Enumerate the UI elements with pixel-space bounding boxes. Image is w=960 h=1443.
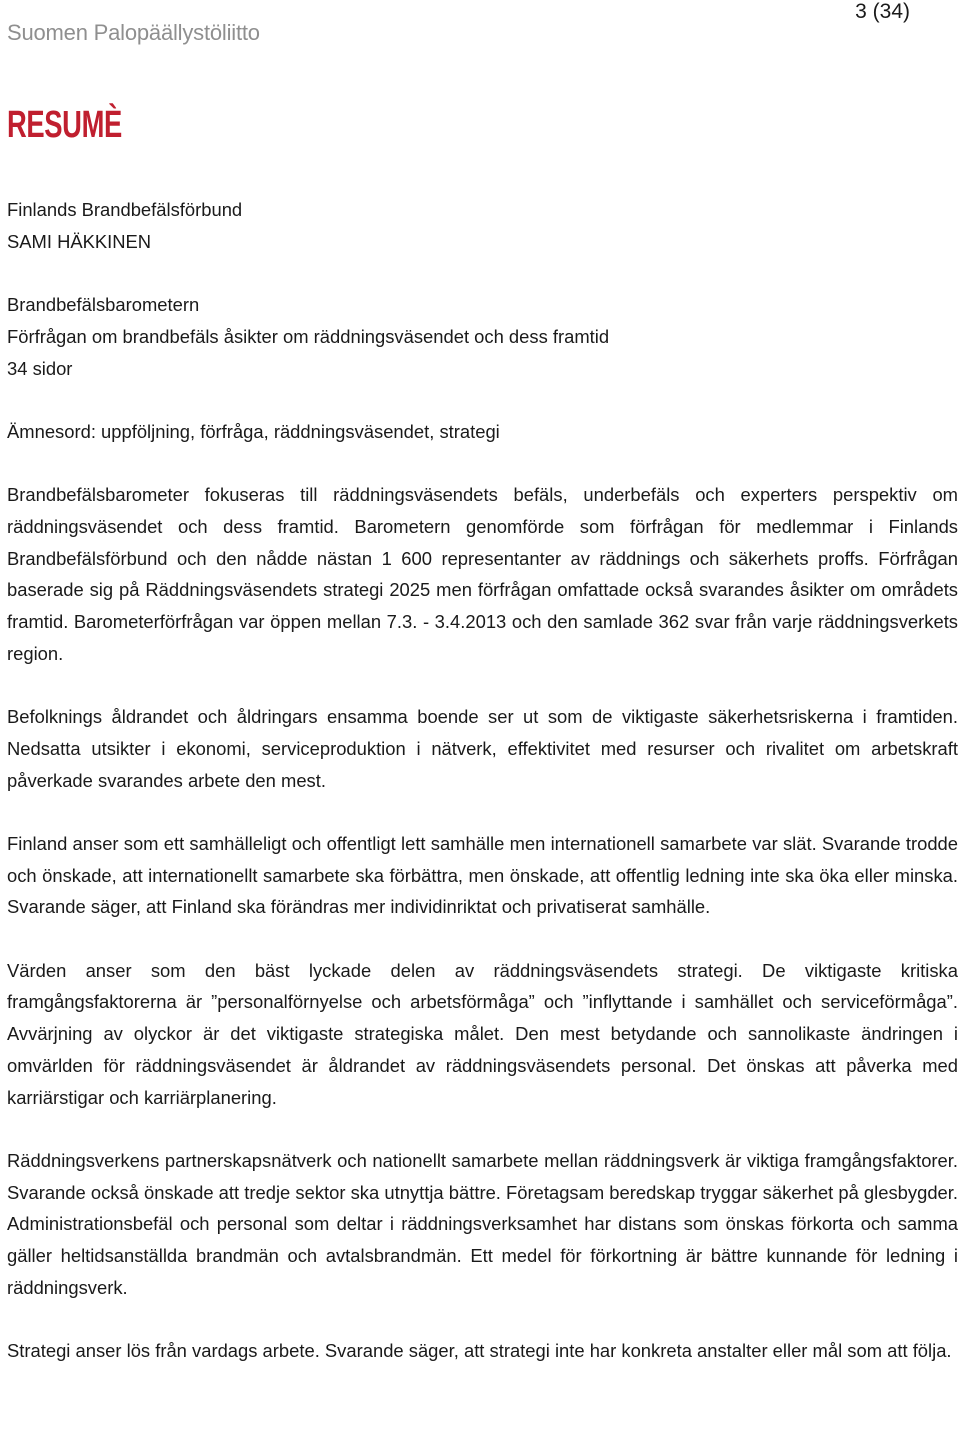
author-organization: Finlands Brandbefälsförbund [7, 199, 243, 220]
paragraph-3: Finland anser som ett samhälleligt och offentligt lett samhälle men internationell samarbete var slät. Svarande trodde och önskade, att internationellt samarbete ska förbättra, men önskade, att offentlig ledning inte ska öka eller minska. Svarande säger, att Finland ska förändras mer individinriktat och privatiserat samhälle. [7, 832, 958, 918]
document-body [7, 194, 958, 1367]
report-title: Brandbefälsbarometern [7, 294, 200, 316]
author-name: SAMI HÄKKINEN [7, 230, 152, 252]
paragraph-6: Strategi anser lös från vardags arbete. Svarande säger, att strategi inte har konkreta anstalter eller mål som att följa. [7, 1340, 952, 1362]
page-number: 3 (34) [855, 0, 910, 23]
paragraph-1: Brandbefälsbarometer fokuseras till räddningsväsendets befäls, underbefäls och experters perspektiv om räddningsväsendet och dess framtid. Barometern genomförde som förfrågan för medlemmar i Finlands Brandbefälsförbund och den nådde nästan 1 600 representanter av räddnings och säkerhets proffs. Förfrågan baserade sig på Räddningsväsendets strategi 2025 men förfrågan omfattade också svarandes åsikter om områdets framtid. Barometerförfrågan var öppen mellan 7.3. - 3.4.2013 och den samlade 362 svar från varje räddningsverkets region. [7, 484, 958, 664]
paragraph-4: Värden anser som den bäst lyckade delen av räddningsväsendets strategi. De viktigaste kritiska framgångsfaktorerna är ”personalförnyelse och arbetsförmåga” och ”inflyttande i samhället och serviceförmåga”. Avvärjning av olyckor är det viktigaste strategiska målet. Den mest betydande och sannolikaste ändringen i omvärlden för räddningsväsendet är åldrandet av räddningsväsendets personal. Det önskas att påverka med karriärstigar och karriärplanering. [7, 959, 958, 1108]
author-block [7, 194, 958, 257]
keywords: Ämnesord: uppföljning, förfråga, räddningsväsendet, strategi [7, 420, 500, 442]
report-subtitle: Förfrågan om brandbefäls åsikter om räddningsväsendet och dess framtid [7, 325, 610, 347]
paragraph-5: Räddningsverkens partnerskapsnätverk och nationellt samarbete mellan räddningsverk är viktiga framgångsfaktorer. Svarande också önskade att tredje sektor ska utnyttja bättre. Företagsam beredskap tryggar säkerhet på glesbygder. Administrationsbefäl och personal som deltar i räddningsverksamhet har distans som önskas förkorta och samma gäller heltidsanställda brandmän och avtalsbrandmän. Ett medel för förkortning är bättre kunnande för ledning i räddningsverk. [7, 1149, 958, 1298]
header-organization: Suomen Palopäällystöliitto [7, 20, 260, 45]
paragraph-2: Befolknings åldrandet och åldringars ensamma boende ser ut som de viktigaste säkerhetsriskerna i framtiden. Nedsatta utsikter i ekonomi, serviceproduktion i nätverk, effektivitet med resurser och rivalitet om arbetskraft påverkade svarandes arbete den mest. [7, 706, 958, 791]
report-block [7, 289, 958, 384]
page-title: RESUMÈ [7, 104, 122, 146]
report-page-count: 34 sidor [7, 357, 73, 379]
